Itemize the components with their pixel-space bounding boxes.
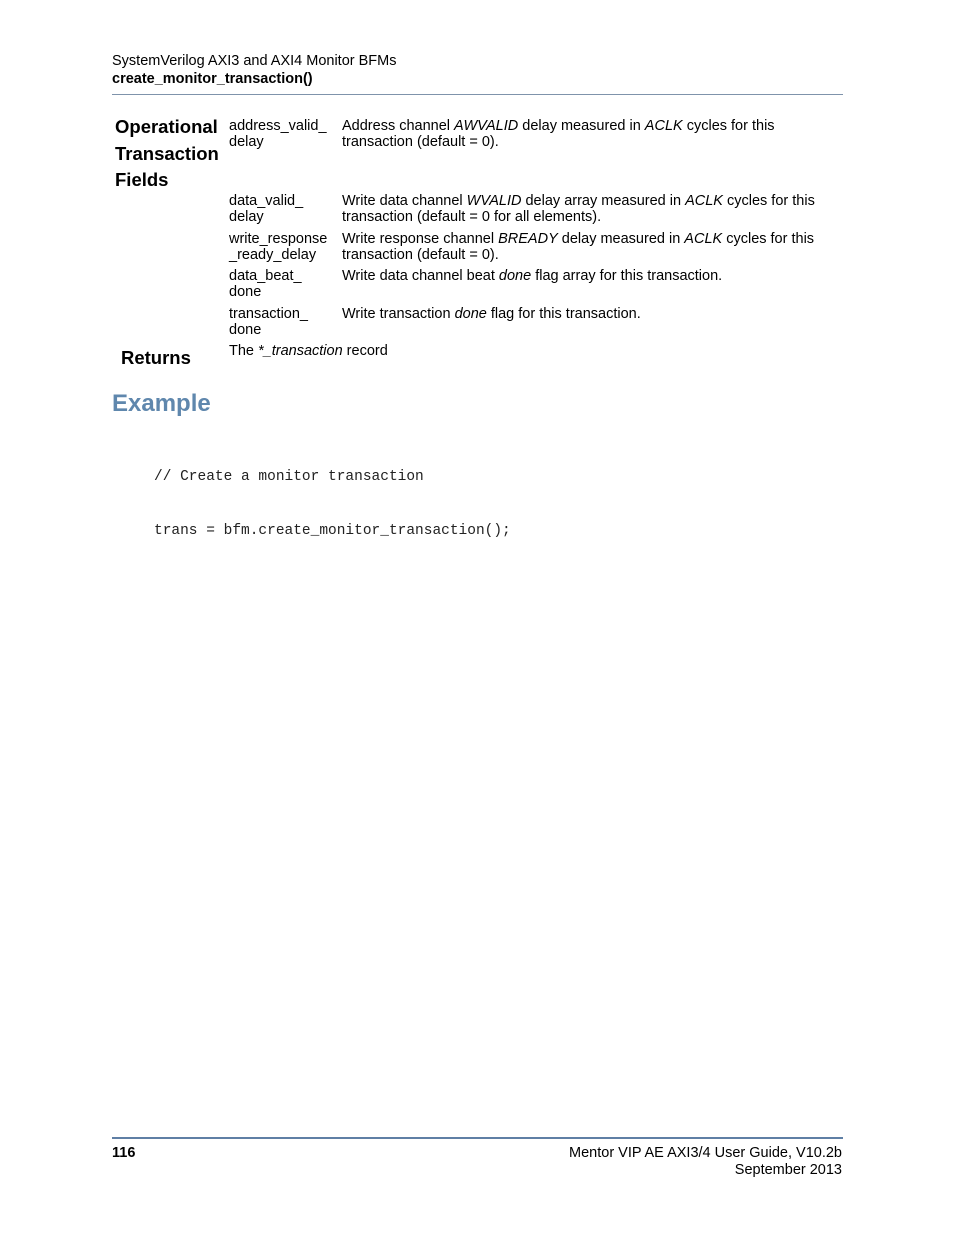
page-number: 116 bbox=[112, 1145, 136, 1161]
operational-fields-label: Operational Transaction Fields bbox=[115, 116, 219, 190]
footer-info bbox=[569, 1145, 842, 1179]
field-desc: Write response channel BREADY delay measured in ACLK cycles for this transaction (default = 0). bbox=[342, 231, 815, 263]
returns-value: The *_transaction record bbox=[229, 343, 388, 359]
field-name: data_beat_ done bbox=[229, 268, 302, 300]
example-heading: Example bbox=[112, 390, 211, 417]
field-desc: Write data channel WVALID delay array measured in ACLK cycles for this transaction (default = 0 for all elements). bbox=[342, 193, 815, 225]
header-subtitle: create_monitor_transaction() bbox=[112, 71, 313, 87]
field-name: data_valid_ delay bbox=[229, 193, 304, 225]
field-name: transaction_ done bbox=[229, 306, 308, 338]
header-title: SystemVerilog AXI3 and AXI4 Monitor BFMs bbox=[112, 53, 397, 69]
field-name: address_valid_ delay bbox=[229, 118, 327, 150]
code-block bbox=[154, 432, 511, 558]
header-rule bbox=[112, 94, 843, 95]
field-desc: Address channel AWVALID delay measured in ACLK cycles for this transaction (default = 0). bbox=[342, 118, 775, 150]
footer-rule bbox=[112, 1137, 843, 1139]
footer-guide: Mentor VIP AE AXI3/4 User Guide, V10.2b bbox=[569, 1145, 842, 1161]
field-desc: Write data channel beat done flag array for this transaction. bbox=[342, 268, 723, 284]
footer-date: September 2013 bbox=[734, 1162, 842, 1178]
returns-label: Returns bbox=[121, 347, 191, 368]
code-line: trans = bfm.create_monitor_transaction(); bbox=[154, 523, 511, 539]
code-line: // Create a monitor transaction bbox=[154, 469, 424, 485]
running-header bbox=[112, 52, 843, 88]
field-desc: Write transaction done flag for this transaction. bbox=[342, 306, 641, 322]
field-name: write_response _ready_delay bbox=[229, 231, 328, 263]
